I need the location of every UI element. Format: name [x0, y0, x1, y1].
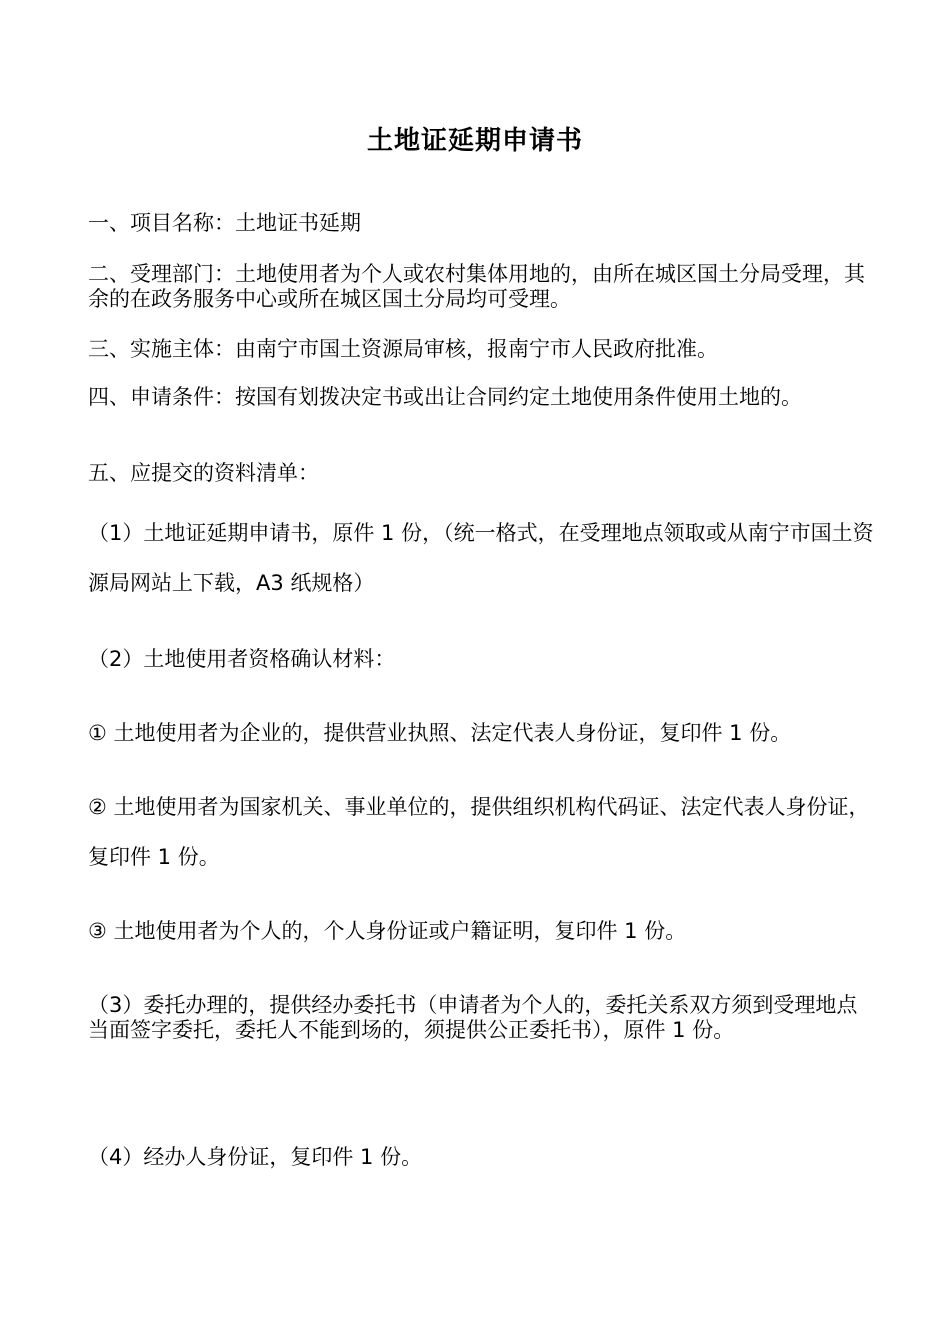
section-materials-heading: 五、应提交的资料清单： [88, 461, 319, 485]
document-title: 土地证延期申请书 [366, 126, 583, 156]
material-item-2b: ② 土地使用者为国家机关、事业单位的，提供组织机构代码证、法定代表人身份证，复印件 1 份。 [88, 795, 870, 869]
material-item-2a: ① 土地使用者为企业的，提供营业执照、法定代表人身份证，复印件 1 份。 [88, 721, 792, 745]
material-item-3: （3）委托办理的，提供经办委托书（申请者为个人的，委托关系双方须到受理地点当面签字委托，委托人不能到场的，须提供公正委托书），原件 1 份。 [88, 993, 858, 1042]
material-item-4: （4）经办人身份证，复印件 1 份。 [88, 1145, 423, 1169]
material-item-2: （2）土地使用者资格确认材料： [88, 647, 396, 671]
section-implementing-body: 三、实施主体：由南宁市国土资源局审核，报南宁市人民政府批准。 [88, 337, 718, 361]
material-item-2c: ③ 土地使用者为个人的，个人身份证或户籍证明，复印件 1 份。 [88, 919, 687, 943]
section-accepting-department: 二、受理部门：土地使用者为个人或农村集体用地的，由所在城区国土分局受理，其余的在政务服务中心或所在城区国土分局均可受理。 [88, 262, 865, 311]
material-item-1: （1）土地证延期申请书，原件 1 份，（统一格式，在受理地点领取或从南宁市国土资源局网站上下载，A3 纸规格） [88, 521, 874, 595]
section-project-name: 一、项目名称：土地证书延期 [88, 211, 361, 235]
section-application-conditions: 四、申请条件：按国有划拨决定书或出让合同约定土地使用条件使用土地的。 [88, 385, 802, 409]
